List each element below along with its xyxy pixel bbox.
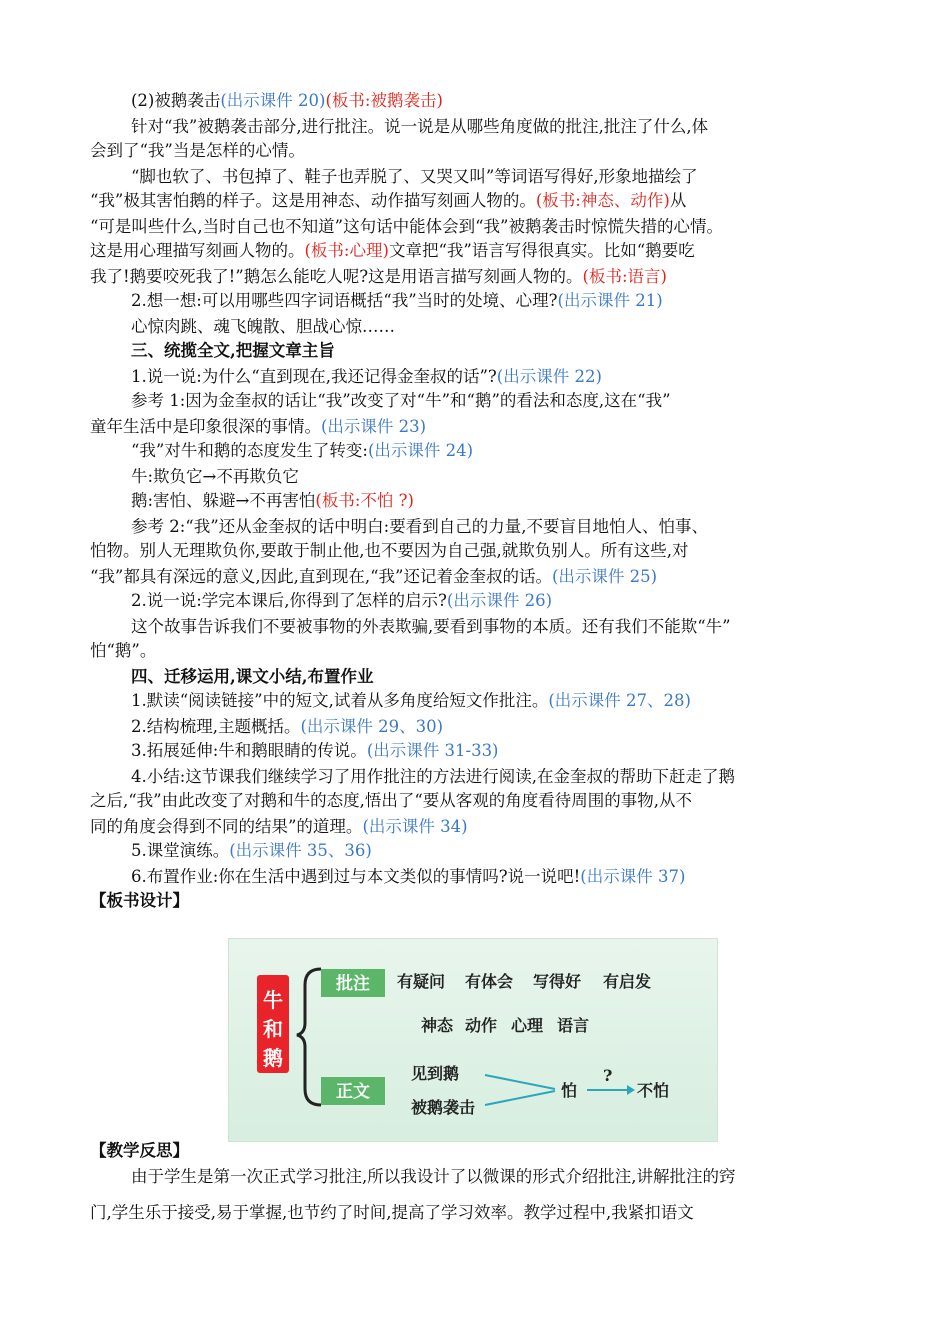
courseware-ref: (出示课件 25) — [551, 567, 658, 586]
text-span: 1.说一说:为什么“直到现在,我还记得金奎叔的话”? — [131, 367, 497, 386]
courseware-ref: (出示课件 21) — [557, 291, 663, 310]
text-span: 心惊肉跳、魂飞魄散、胆战心惊…… — [131, 317, 395, 336]
board-title-char-3: 鹅 — [263, 1046, 283, 1070]
board-note: (板书:神态、动作) — [535, 191, 670, 210]
board-row1-item-1: 有疑问 — [397, 972, 446, 991]
text-span: 针对“我”被鹅袭击部分,进行批注。说一说是从哪些角度做的批注,批注了什么,体 — [131, 117, 709, 136]
board-row1-item-4: 有启发 — [603, 972, 652, 991]
text-line — [131, 716, 443, 738]
board-label-zhengwen: 正文 — [336, 1082, 370, 1102]
text-span: “脚也软了、书包掉了、鞋子也弄脱了、又哭又叫”等词语写得好,形象地描绘了 — [131, 167, 698, 186]
board-result-word: 不怕 — [637, 1081, 670, 1100]
board-row2-item-2: 动作 — [465, 1016, 498, 1035]
text-line — [131, 866, 685, 888]
text-span: 之后,“我”由此改变了对鹅和牛的态度,悟出了“要从客观的角度看待周围的事物,从不 — [90, 791, 693, 810]
board-note: (板书:语言) — [582, 267, 667, 286]
text-span: 怕“鹅”。 — [90, 641, 157, 660]
courseware-ref: (出示课件 35、36) — [229, 841, 372, 860]
text-span: “我”极其害怕鹅的样子。这是用神态、动作描写刻画人物的。 — [90, 191, 536, 210]
text-span: 3.拓展延伸:牛和鹅眼睛的传说。 — [131, 741, 367, 760]
text-span: 【板书设计】 — [90, 891, 189, 910]
text-line — [131, 690, 691, 712]
board-line-lower — [485, 1091, 555, 1105]
courseware-ref: (出示课件 20) — [220, 91, 326, 110]
text-span: 从 — [669, 191, 687, 210]
board-row1-item-2: 有体会 — [465, 972, 514, 991]
blackboard-design — [228, 938, 718, 1142]
text-line — [90, 216, 723, 238]
text-span: 会到了“我”当是怎样的心情。 — [90, 141, 305, 160]
text-line — [131, 466, 299, 488]
text-span: 1.默读“阅读链接”中的短文,试着从多角度给短文作批注。 — [131, 691, 549, 710]
board-line-upper — [485, 1075, 555, 1089]
board-note: (板书:心理) — [304, 241, 389, 260]
text-line — [90, 190, 686, 212]
text-line — [131, 116, 708, 138]
blackboard-diagram — [229, 939, 717, 1141]
text-span: 四、迁移运用,课文小结,布置作业 — [131, 667, 374, 686]
text-line — [90, 540, 688, 562]
courseware-ref: (出示课件 31-33) — [366, 741, 499, 760]
board-left-item-1: 见到鹅 — [411, 1064, 460, 1083]
courseware-ref: (出示课件 23) — [321, 417, 427, 436]
text-span: 鹅:害怕、躲避→不再害怕 — [131, 491, 316, 510]
text-line — [131, 166, 698, 188]
text-line — [90, 1140, 189, 1162]
board-row1-item-3: 写得好 — [533, 972, 582, 991]
text-line — [90, 790, 692, 812]
text-line — [90, 566, 657, 588]
board-row2-item-1: 神态 — [421, 1016, 454, 1035]
text-line — [131, 840, 372, 862]
text-line — [131, 1166, 736, 1188]
courseware-ref: (出示课件 26) — [446, 591, 553, 610]
board-left-item-2: 被鹅袭击 — [411, 1098, 476, 1117]
text-span: 童年生活中是印象很深的事情。 — [90, 417, 321, 436]
courseware-ref: (出示课件 22) — [496, 367, 602, 386]
text-span: 2.想一想:可以用哪些四字词语概括“我”当时的处境、心理? — [131, 291, 558, 310]
text-line — [131, 90, 443, 112]
text-line — [90, 1202, 694, 1224]
board-brace — [297, 969, 321, 1105]
text-span: 牛:欺负它→不再欺负它 — [131, 467, 299, 486]
text-line — [131, 340, 335, 362]
text-span: 参考 1:因为金奎叔的话让“我”改变了对“牛”和“鹅”的看法和态度,这在“我” — [131, 391, 671, 410]
text-span: 门,学生乐于接受,易于掌握,也节约了时间,提高了学习效率。教学过程中,我紧扣语文 — [90, 1203, 694, 1222]
board-note: (板书:被鹅袭击) — [325, 91, 443, 110]
text-span: 怕物。别人无理欺负你,要敢于制止他,也不要因为自己强,就欺负别人。所有这些,对 — [90, 541, 689, 560]
text-span: 4.小结:这节课我们继续学习了用作批注的方法进行阅读,在金奎叔的帮助下赶走了鹅 — [131, 767, 736, 786]
text-line — [90, 240, 695, 262]
courseware-ref: (出示课件 27、28) — [548, 691, 691, 710]
text-span: “我”对牛和鹅的态度发生了转变: — [131, 441, 368, 460]
text-line — [131, 516, 708, 538]
text-span: 2.结构梳理,主题概括。 — [131, 717, 301, 736]
text-span: (2)被鹅袭击 — [131, 91, 221, 110]
text-line — [131, 390, 671, 412]
courseware-ref: (出示课件 34) — [362, 817, 468, 836]
board-row2-item-4: 语言 — [557, 1016, 590, 1035]
courseware-ref: (出示课件 29、30) — [300, 717, 444, 736]
text-line — [131, 366, 602, 388]
board-center-word: 怕 — [561, 1081, 578, 1100]
text-line — [90, 816, 468, 838]
board-arrow-head — [627, 1085, 635, 1095]
courseware-ref: (出示课件 37) — [580, 867, 686, 886]
text-span: 同的角度会得到不同的结果”的道理。 — [90, 817, 363, 836]
text-line — [90, 416, 426, 438]
text-span: 文章把“我”语言写得很真实。比如“鹅要吃 — [388, 241, 695, 260]
text-line — [90, 266, 667, 288]
text-line — [131, 490, 414, 512]
text-span: “我”都具有深远的意义,因此,直到现在,“我”还记着金奎叔的话。 — [90, 567, 552, 586]
board-row2-item-3: 心理 — [511, 1016, 544, 1035]
text-line — [131, 316, 395, 338]
text-span: 这个故事告诉我们不要被事物的外表欺骗,要看到事物的本质。还有我们不能欺“牛” — [131, 617, 731, 636]
text-line — [131, 440, 473, 462]
text-span: 5.课堂演练。 — [131, 841, 230, 860]
board-title-char-1: 牛 — [263, 988, 283, 1012]
text-span: 三、统揽全文,把握文章主旨 — [131, 341, 335, 360]
text-line — [131, 766, 735, 788]
text-span: “可是叫些什么,当时自己也不知道”这句话中能体会到“我”被鹅袭击时惊慌失措的心情。 — [90, 217, 723, 236]
text-line — [90, 140, 305, 162]
text-line — [131, 616, 731, 638]
text-span: 我了!鹅要咬死我了!”鹅怎么能吃人呢?这是用语言描写刻画人物的。 — [90, 267, 583, 286]
text-line — [131, 740, 499, 762]
board-question-mark: ? — [603, 1066, 613, 1085]
text-line — [90, 640, 156, 662]
text-line — [90, 890, 189, 912]
courseware-ref: (出示课件 24) — [367, 441, 474, 460]
board-title-char-2: 和 — [263, 1017, 283, 1041]
board-label-pizhu: 批注 — [336, 974, 370, 994]
text-span: 6.布置作业:你在生活中遇到过与本文类似的事情吗?说一说吧! — [131, 867, 581, 886]
text-line — [131, 290, 663, 312]
text-span: 【教学反思】 — [90, 1141, 189, 1160]
text-line — [131, 590, 552, 612]
text-span: 这是用心理描写刻画人物的。 — [90, 241, 305, 260]
text-span: 参考 2:“我”还从金奎叔的话中明白:要看到自己的力量,不要盲目地怕人、怕事、 — [131, 517, 708, 536]
text-span: 2.说一说:学完本课后,你得到了怎样的启示? — [131, 591, 447, 610]
text-span: 由于学生是第一次正式学习批注,所以我设计了以微课的形式介绍批注,讲解批注的窍 — [131, 1167, 736, 1186]
text-line — [131, 666, 374, 688]
board-note: (板书:不怕 ?) — [315, 491, 414, 510]
